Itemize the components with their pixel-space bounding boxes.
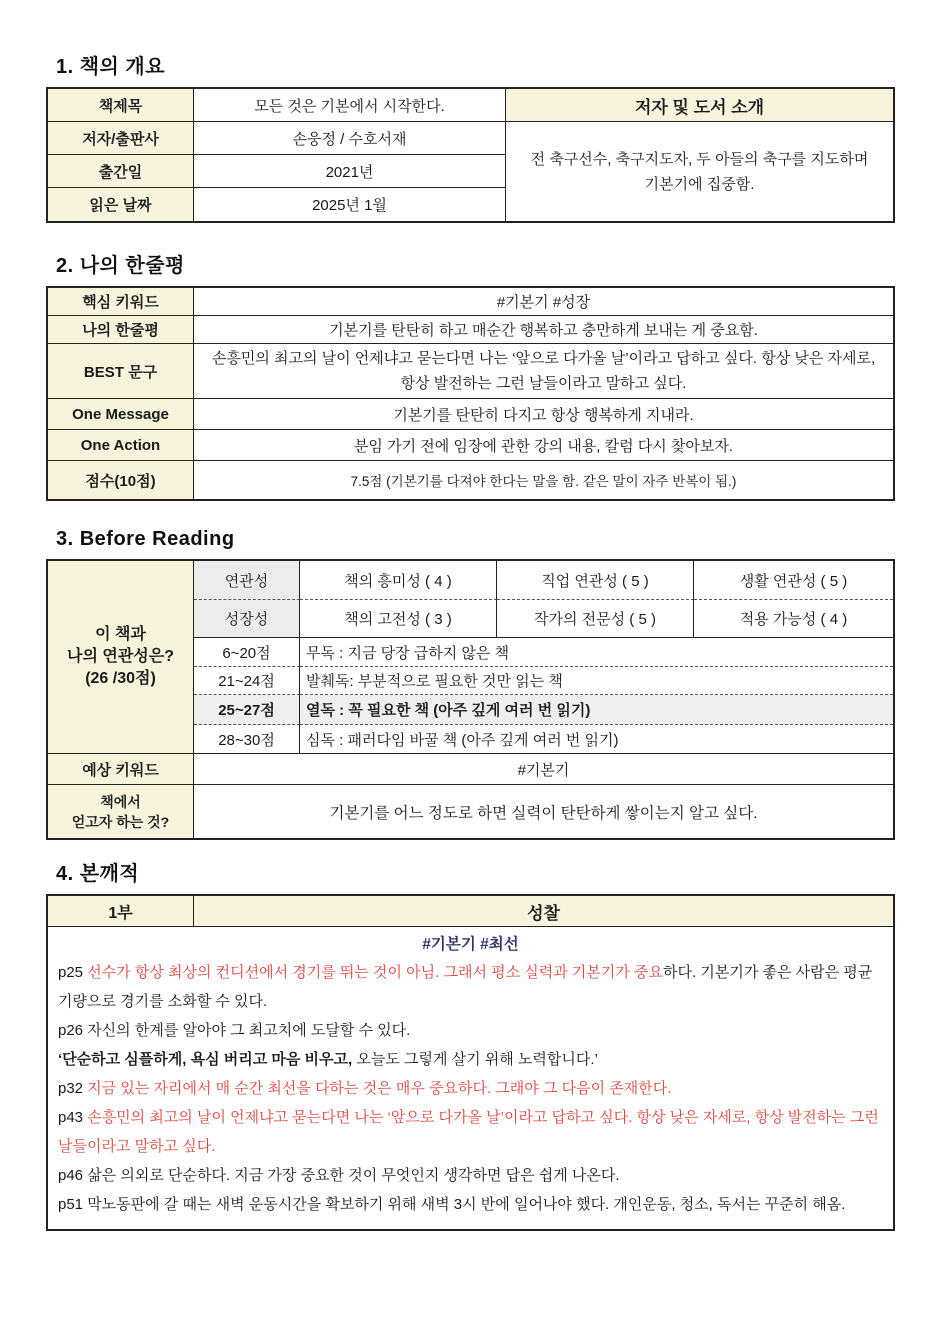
section4-heading: 4. 본깨적 <box>56 863 140 885</box>
keyword-value: #기본기 #성장 <box>194 288 893 316</box>
book-title-value: 모든 것은 기본에서 시작한다. <box>194 89 506 122</box>
reflection-segment-red: 손흥민의 최고의 날이 언제냐고 묻는다면 나는 ‘앞으로 다가올 날’이라고 답하고 싶다. 항상 낮은 자세로, 항상 발전하는 그런 날들이라고 말하고 싶다. <box>58 1109 879 1155</box>
reflection-header: 성찰 <box>194 896 893 927</box>
section2-heading: 2. 나의 한줄평 <box>56 255 185 277</box>
reflection-content <box>48 927 893 1229</box>
book-title-label: 책제목 <box>48 89 194 122</box>
criteria-job-relevance: 직업 연관성 ( 5 ) <box>497 561 694 600</box>
author-intro-text: 전 축구선수, 축구지도자, 두 아들의 축구를 지도하며 기본기에 집중함. <box>530 150 869 193</box>
bonkkaejeok-table <box>46 894 895 1231</box>
author-publisher-value: 손웅정 / 수호서재 <box>194 122 506 155</box>
reflection-segment-normal: p25 <box>58 964 88 981</box>
desc-mudok: 무독 : 지금 당장 급하지 않은 책 <box>300 638 893 667</box>
score-value: 7.5점 (기본기를 다져야 한다는 말을 함. 같은 말이 자주 반복이 됨.) <box>350 474 737 489</box>
goal-label-line1: 책에서 <box>100 793 141 810</box>
desc-yeoldok: 열독 : 꼭 필요한 책 (아주 깊게 여러 번 읽기) <box>300 695 893 725</box>
reflection-segment-normal: 하다. 기본기가 좋은 사람은 평균 기량으로 경기를 소화할 수 있다. <box>58 964 873 1010</box>
reflection-lines <box>58 958 883 1219</box>
reflection-segment-normal: p43 <box>58 1109 88 1126</box>
author-publisher-label: 저자/출판사 <box>48 122 194 155</box>
reflection-paragraph <box>58 1045 883 1074</box>
relevance-score-total: (26 /30점) <box>85 670 156 687</box>
reflection-segment-normal: p26 자신의 한계를 알아야 그 최고치에 도달할 수 있다. <box>58 1022 411 1039</box>
section3-heading: 3. Before Reading <box>56 528 235 550</box>
section1-heading: 1. 책의 개요 <box>56 56 166 78</box>
score-label: 점수(10점) <box>48 461 194 499</box>
reflection-segment-normal: p51 막노동판에 갈 때는 새벽 운동시간을 확보하기 위해 새벽 3시 반에 일어나야 했다. 개인운동, 청소, 독서는 꾸준히 해옴. <box>58 1196 846 1213</box>
expected-keyword-value: #기본기 <box>194 754 893 785</box>
relevance-category: 연관성 <box>194 561 300 600</box>
criteria-interest: 책의 흥미성 ( 4 ) <box>300 561 497 600</box>
one-action-label: One Action <box>48 430 194 461</box>
one-line-value: 기본기를 탄탄히 하고 매순간 행복하고 충만하게 보내는 게 중요함. <box>194 316 893 344</box>
criteria-applicability: 적용 가능성 ( 4 ) <box>694 600 893 638</box>
before-reading-table <box>46 559 895 840</box>
section-bonkkaejeok <box>46 857 895 1231</box>
one-line-label: 나의 한줄평 <box>48 316 194 344</box>
range-21-24: 21~24점 <box>194 667 300 695</box>
one-message-value: 기본기를 탄탄히 다지고 항상 행복하게 지내라. <box>194 399 893 430</box>
keyword-label: 핵심 키워드 <box>48 288 194 316</box>
section-before-reading <box>46 528 895 840</box>
reflection-paragraph <box>58 1190 883 1219</box>
reflection-paragraph <box>58 1074 883 1103</box>
reflection-paragraph <box>58 958 883 1016</box>
publish-date-label: 출간일 <box>48 155 194 188</box>
reflection-segment-red: 지금 있는 자리에서 매 순간 최선을 다하는 것은 매우 중요하다. 그래야 그 다음이 존재한다. <box>87 1080 672 1097</box>
one-line-review-table <box>46 286 895 501</box>
range-25-27: 25~27점 <box>194 695 300 725</box>
reflection-paragraph <box>58 1016 883 1045</box>
reflection-paragraph <box>58 1103 883 1161</box>
publish-date-value: 2021년 <box>194 155 506 188</box>
book-overview-table <box>46 87 895 223</box>
section-book-overview <box>46 50 895 223</box>
desc-simdok: 심독 : 패러다임 바꿀 책 (아주 깊게 여러 번 읽기) <box>300 725 893 754</box>
part-label: 1부 <box>48 896 194 927</box>
relevance-line2: 나의 연관성은? <box>67 648 174 665</box>
best-phrase-value: 손흥민의 최고의 날이 언제냐고 묻는다면 나는 ‘앞으로 다가올 날’이라고 답하고 싶다. 항상 낮은 자세로, 항상 발전하는 그런 날들이라고 말하고 싶다. <box>194 344 893 399</box>
reflection-segment-bold: ‘단순하고 심플하게, 욕심 버리고 마음 비우고, <box>58 1051 353 1068</box>
criteria-classic: 책의 고전성 ( 3 ) <box>300 600 497 638</box>
criteria-life-relevance: 생활 연관성 ( 5 ) <box>694 561 893 600</box>
reflection-segment-normal: p46 삶은 의외로 단순하다. 지금 가장 중요한 것이 무엇인지 생각하면 답은 쉽게 나온다. <box>58 1167 620 1184</box>
growth-category: 성장성 <box>194 600 300 638</box>
one-message-label: One Message <box>48 399 194 430</box>
one-action-value: 분임 가기 전에 임장에 관한 강의 내용, 칼럼 다시 찾아보자. <box>194 430 893 461</box>
goal-label-line2: 얻고자 하는 것? <box>71 813 170 830</box>
relevance-question-label <box>48 561 194 754</box>
reflection-segment-normal: 오늘도 그렇게 살기 위해 노력합니다.’ <box>352 1051 598 1068</box>
reflection-segment-red: 선수가 항상 최상의 컨디션에서 경기를 뛰는 것이 아님. 그래서 평소 실력과 기본기가 중요 <box>87 964 664 981</box>
relevance-line1: 이 책과 <box>95 626 146 643</box>
range-28-30: 28~30점 <box>194 725 300 754</box>
read-date-value: 2025년 1월 <box>194 188 506 221</box>
author-intro-header: 저자 및 도서 소개 <box>506 89 893 122</box>
book-goal-label <box>48 785 194 838</box>
reflection-segment-normal: p32 <box>58 1080 88 1097</box>
desc-balchwedok: 발췌독: 부분적으로 필요한 것만 읽는 책 <box>300 667 893 695</box>
section-one-line-review <box>46 249 895 501</box>
range-6-20: 6~20점 <box>194 638 300 667</box>
read-date-label: 읽은 날짜 <box>48 188 194 221</box>
reflection-paragraph <box>58 1161 883 1190</box>
reflection-hashtags: #기본기 #최선 <box>422 936 519 953</box>
expected-keyword-label: 예상 키워드 <box>48 754 194 785</box>
best-phrase-label: BEST 문구 <box>48 344 194 399</box>
criteria-author-expertise: 작가의 전문성 ( 5 ) <box>497 600 694 638</box>
book-goal-value: 기본기를 어느 정도로 하면 실력이 탄탄하게 쌓이는지 알고 싶다. <box>329 804 758 822</box>
